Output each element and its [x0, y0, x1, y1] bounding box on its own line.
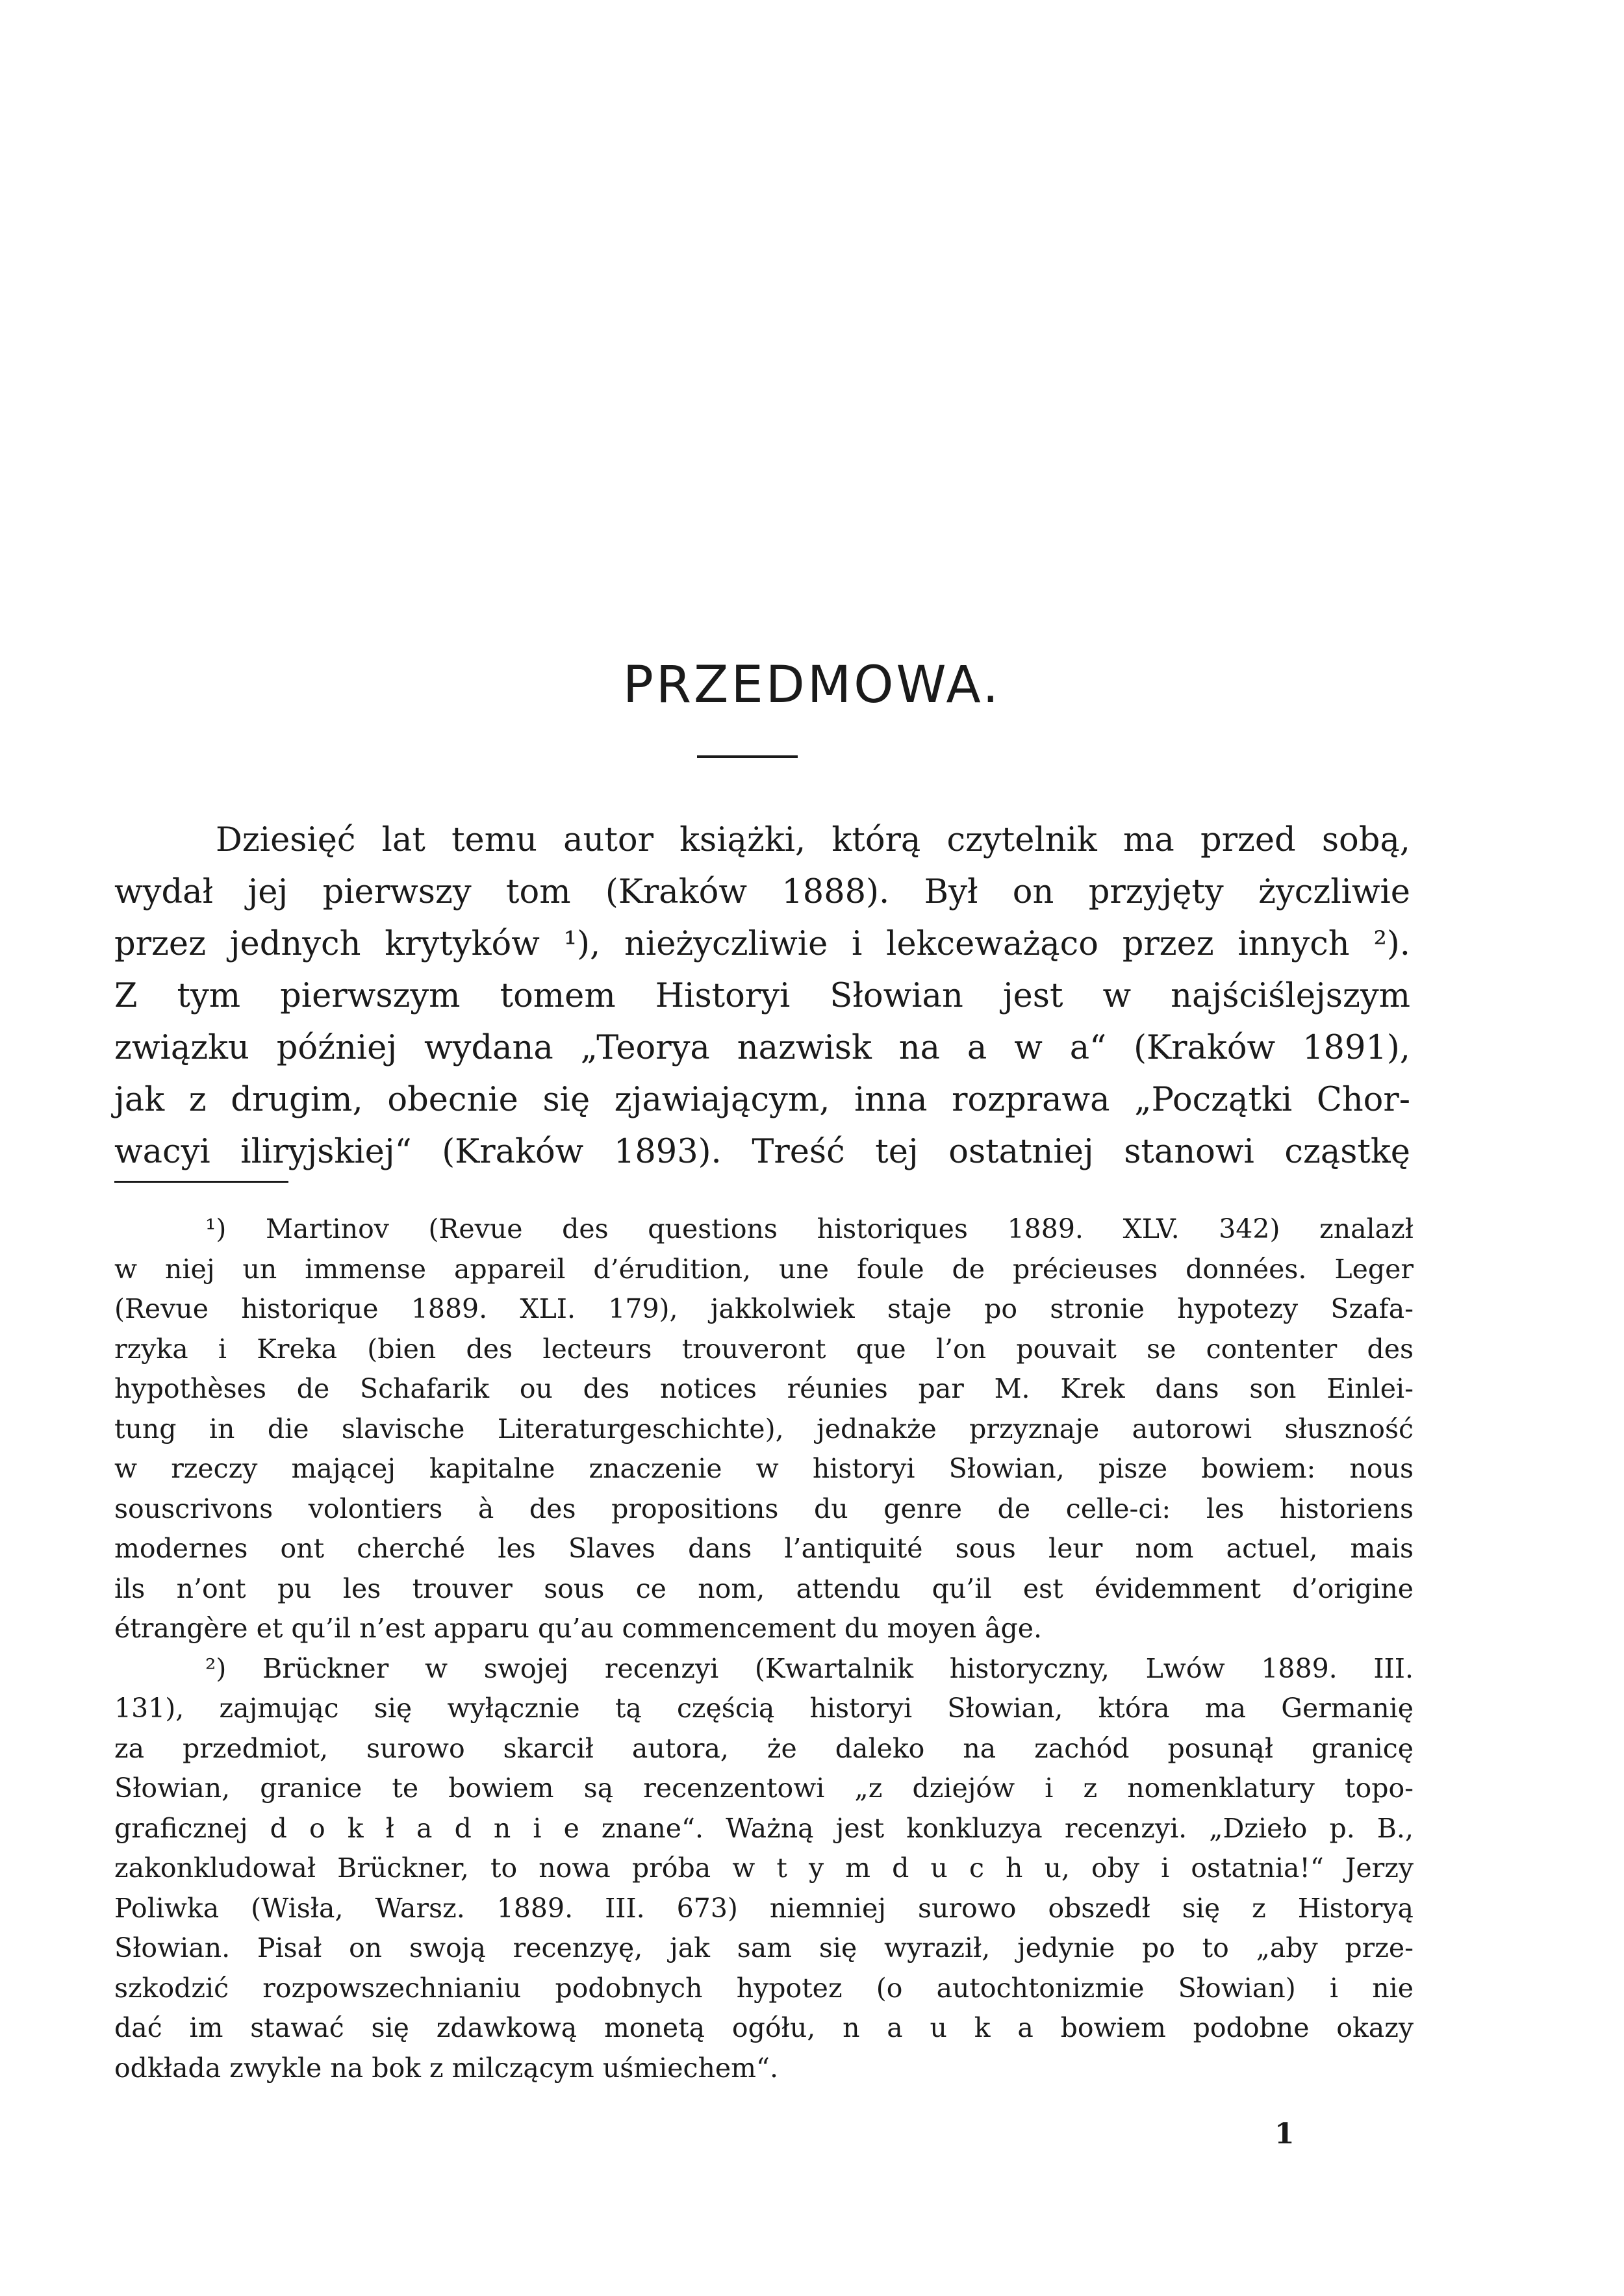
- title-divider: [697, 755, 798, 758]
- footnote-1: [114, 1209, 1414, 1649]
- footnote-line: hypothèses de Schafarik ou des notices réunies par M. Krek dans son Einlei-: [114, 1373, 1414, 1404]
- main-paragraph: [114, 814, 1410, 1178]
- footnote-line: (Revue historique 1889. XLI. 179), jakkolwiek staje po stronie hypotezy Szafa-: [114, 1293, 1414, 1324]
- footnote-line: ¹) Martinov (Revue des questions historiques 1889. XLV. 342) znalazł: [205, 1213, 1414, 1244]
- page-number: 1: [1275, 2117, 1295, 2151]
- footnote-line: za przedmiot, surowo skarcił autora, że daleko na zachód posunął granicę: [114, 1732, 1414, 1764]
- body-line: wydał jej pierwszy tom (Kraków 1888). Był on przyjęty życzliwie: [114, 873, 1410, 911]
- footnote-line: szkodzić rozpowszechnianiu podobnych hypotez (o autochtonizmie Słowian) i nie: [114, 1972, 1414, 2004]
- footnote-line: Poliwka (Wisła, Warsz. 1889. III. 673) niemniej surowo obszedł się z Historyą: [114, 1892, 1414, 1924]
- body-line: Dziesięć lat temu autor książki, którą czytelnik ma przed sobą,: [216, 821, 1410, 859]
- footnote-line: souscrivons volontiers à des propositions du genre de celle-ci: les historiens: [114, 1493, 1414, 1524]
- footnote-line: modernes ont cherché les Slaves dans l’antiquité sous leur nom actuel, mais: [114, 1533, 1414, 1564]
- footnote-line: étrangère et qu’il n’est apparu qu’au commencement du moyen âge.: [114, 1613, 1042, 1644]
- footnote-line: tung in die slavische Literaturgeschichte), jednakże przyznaje autorowi słuszność: [114, 1413, 1414, 1444]
- page-title: PRZEDMOWA.: [622, 656, 1002, 714]
- body-line: Z tym pierwszym tomem Historyi Słowian jest w najściślejszym: [114, 977, 1410, 1015]
- body-line: przez jednych krytyków ¹), nieżyczliwie i lekceważąco przez innych ²).: [114, 925, 1410, 963]
- footnote-line: ils n’ont pu les trouver sous ce nom, attendu qu’il est évidemment d’origine: [114, 1572, 1414, 1604]
- footnote-divider: [114, 1181, 288, 1183]
- footnote-line: 131), zajmując się wyłącznie tą częścią historyi Słowian, która ma Germanię: [114, 1693, 1414, 1724]
- footnote-line: Słowian, granice te bowiem są recenzentowi „z dziejów i z nomenklatury topo-: [114, 1772, 1414, 1804]
- footnote-line: zakonkludował Brückner, to nowa próba w t y m d u c h u, oby i ostatnia!“ Jerzy: [114, 1852, 1414, 1884]
- footnote-line: ²) Brückner w swojej recenzyi (Kwartalnik historyczny, Lwów 1889. III.: [205, 1652, 1414, 1684]
- footnote-line: w niej un immense appareil d’érudition, une foule de précieuses données. Leger: [114, 1253, 1414, 1285]
- body-line: wacyi iliryjskiej“ (Kraków 1893). Treść tej ostatniej stanowi cząstkę: [114, 1133, 1410, 1171]
- body-line: jak z drugim, obecnie się zjawiającym, inna rozprawa „Początki Chor-: [114, 1081, 1410, 1119]
- footnote-line: Słowian. Pisał on swoją recenzyę, jak sam się wyraził, jedynie po to „aby prze-: [114, 1932, 1414, 1963]
- footnote-line: dać im stawać się zdawkową monetą ogółu, n a u k a bowiem podobne okazy: [114, 2012, 1414, 2043]
- footnote-line: graficznej d o k ł a d n i e znane“. Ważną jest konkluzya recenzyi. „Dzieło p. B.,: [114, 1812, 1414, 1844]
- footnote-line: w rzeczy mającej kapitalne znaczenie w historyi Słowian, pisze bowiem: nous: [114, 1453, 1414, 1484]
- body-line: związku później wydana „Teorya nazwisk na a w a“ (Kraków 1891),: [114, 1029, 1410, 1067]
- footnotes: [114, 1209, 1414, 2088]
- footnote-2: [114, 1649, 1414, 2089]
- footnote-line: odkłada zwykle na bok z milczącym uśmiechem“.: [114, 2052, 779, 2084]
- footnote-line: rzyka i Kreka (bien des lecteurs trouveront que l’on pouvait se contenter des: [114, 1333, 1414, 1365]
